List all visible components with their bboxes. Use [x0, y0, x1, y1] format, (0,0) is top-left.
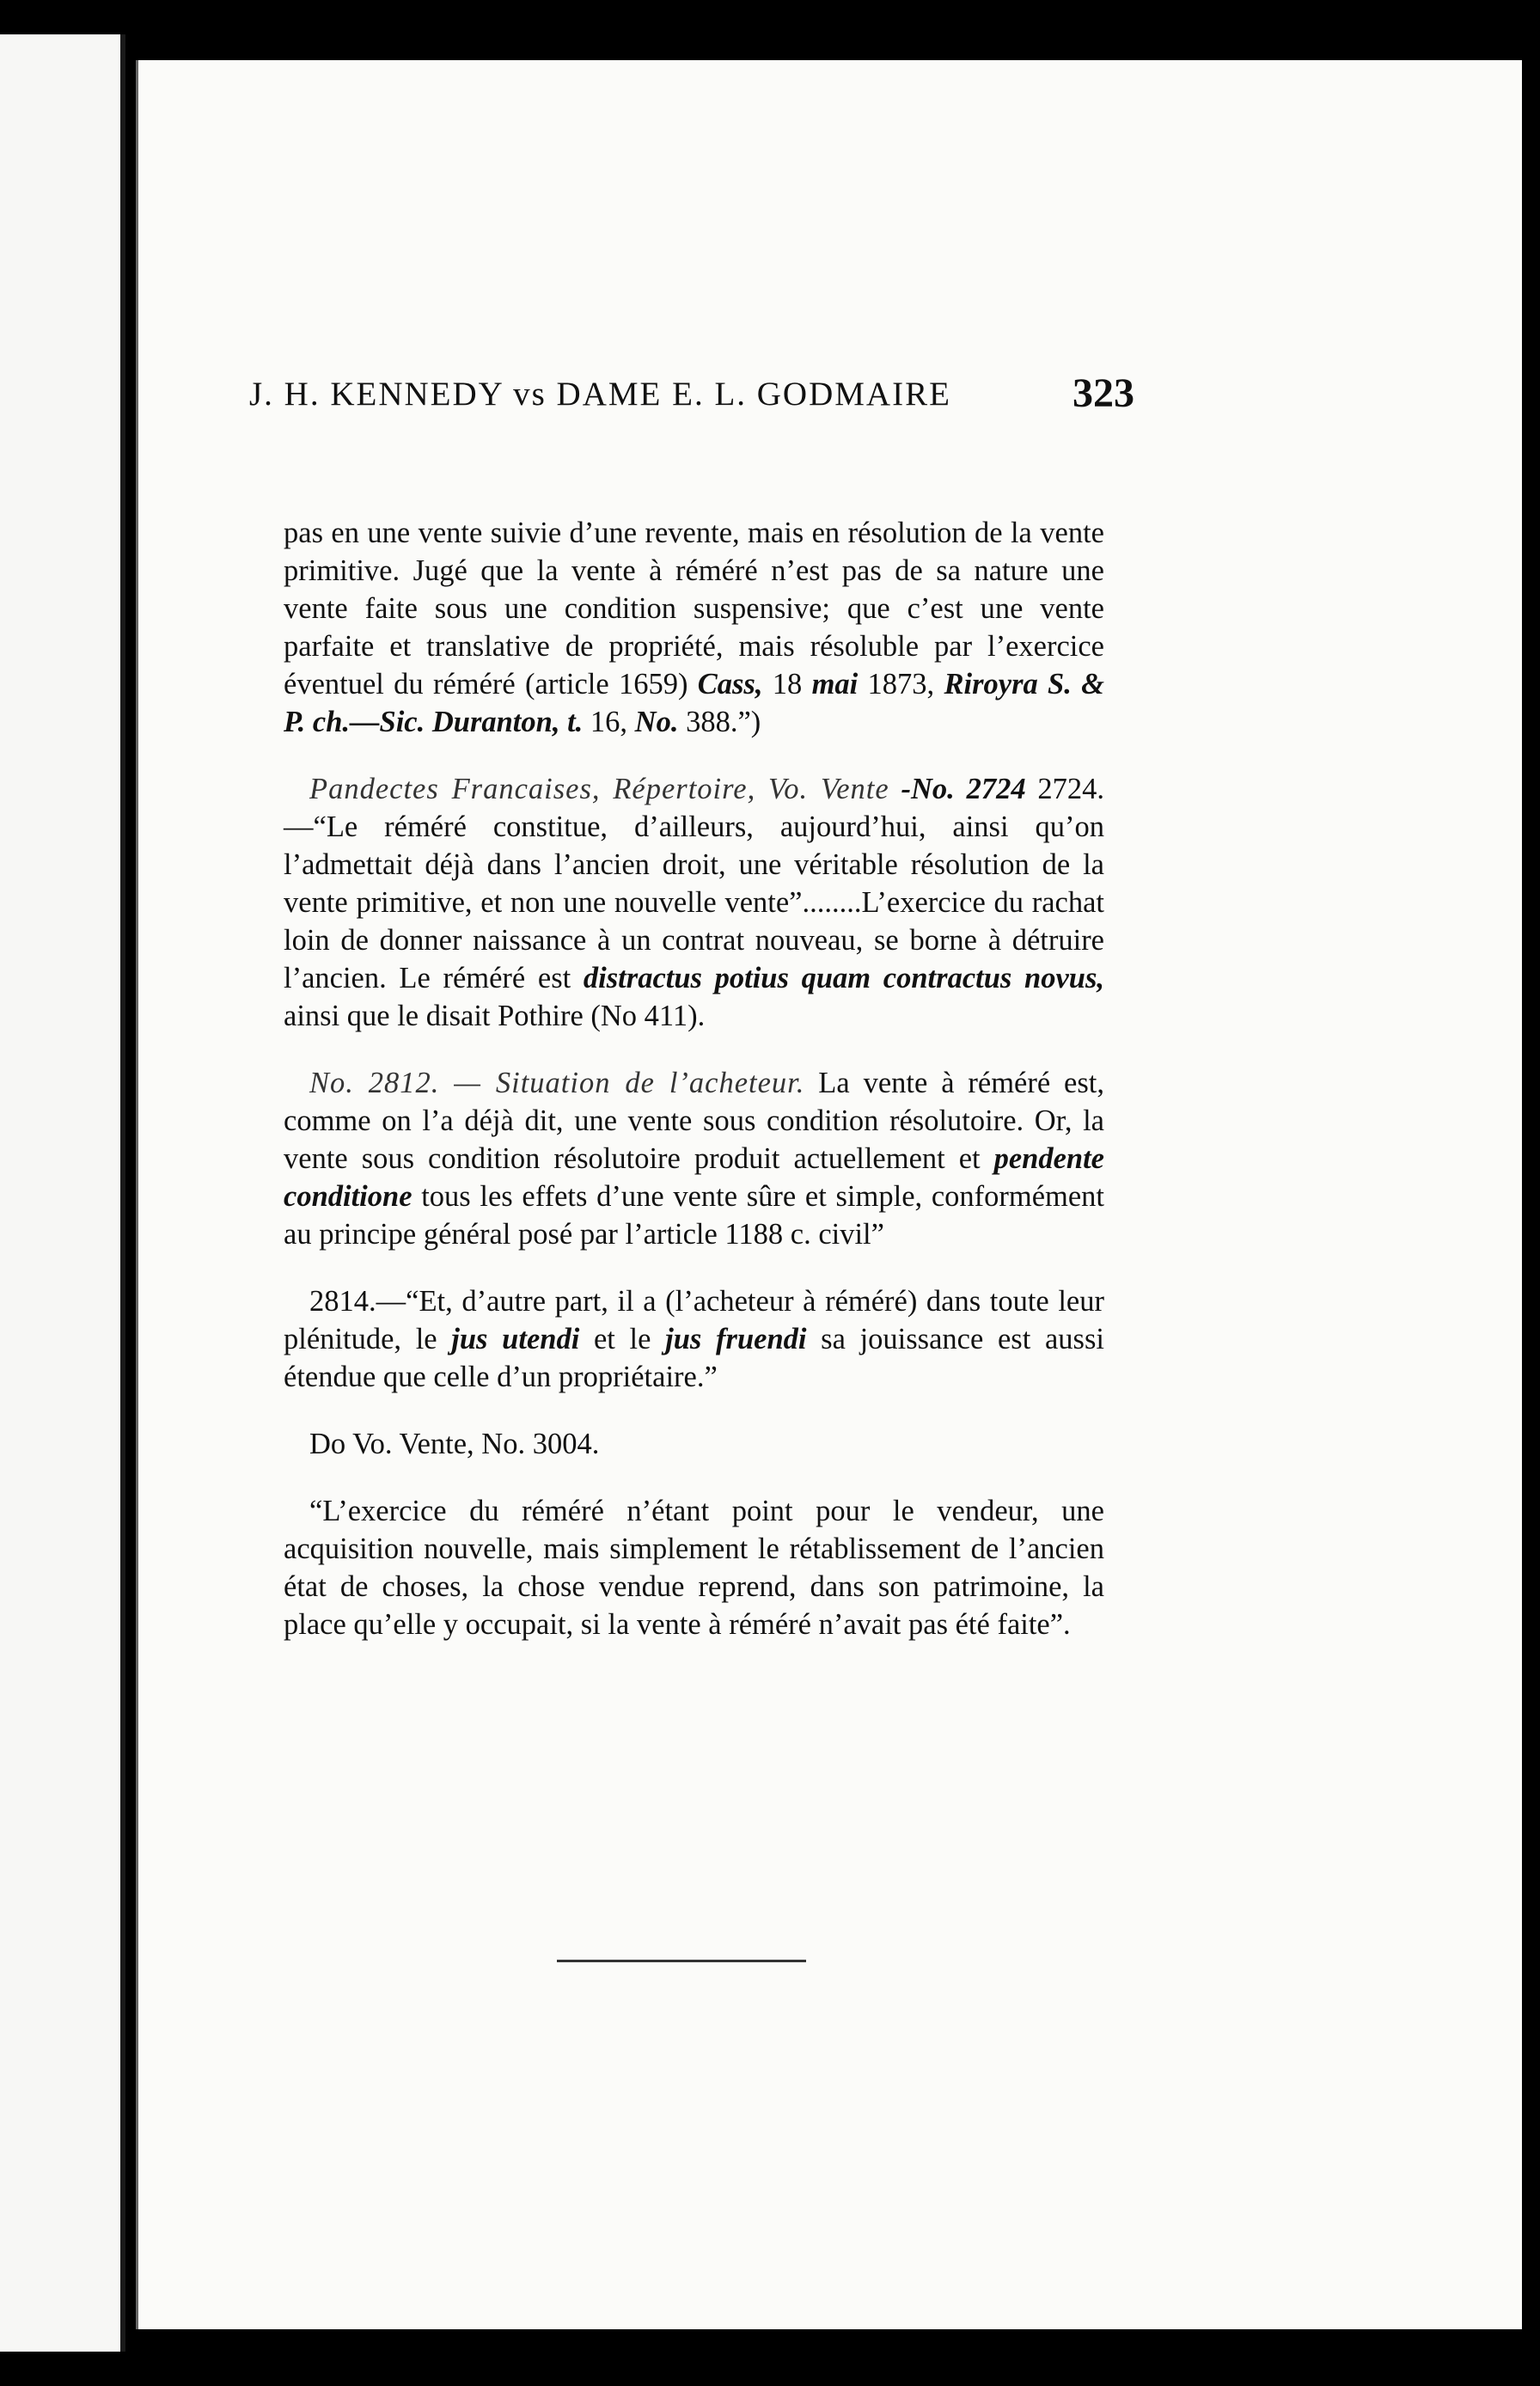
- page-number: 323: [1072, 370, 1134, 416]
- paragraph-3: [284, 1064, 1104, 1253]
- reference-heading: No. 2812. — Situation de l’acheteur.: [309, 1067, 805, 1099]
- text-run: 1873,: [858, 668, 944, 701]
- citation: Cass,: [697, 668, 763, 701]
- text-run: pas en une vente suivie d’une revente, mais en résolution de la vente primitive. Jugé que la vente à réméré n’est pas de sa nature une vente faite sous une condition suspensive; que c’est une vente parfaite et translative de propriété, mais résoluble par l’exercice éventuel du réméré (article 1659): [284, 517, 1104, 701]
- latin-phrase: jus fruendi: [665, 1323, 807, 1355]
- text-run: 18: [762, 668, 812, 701]
- paragraph-5: [284, 1425, 1104, 1463]
- latin-phrase: pendente conditione: [284, 1142, 1104, 1213]
- text-run: 16,: [583, 706, 635, 738]
- paragraph-6: [284, 1492, 1104, 1643]
- citation: No.: [634, 706, 679, 738]
- text-run: “L’exercice du réméré n’étant point pour le vendeur, une acquisition nouvelle, mais simplement le rétablissement de l’ancien état de choses, la chose vendue reprend, dans son patrimoine, la place qu’elle y occupait, si la vente à réméré n’avait pas été faite”.: [284, 1495, 1104, 1641]
- facing-page-edge: [0, 34, 125, 2352]
- text-run: tous les effets d’une vente sûre et simple, conformément au principe général posé par l’article 1188 c. civil”: [284, 1180, 1104, 1251]
- body-text: [284, 514, 1104, 1673]
- reference-heading: Pandectes Francaises, Répertoire, Vo. Vente: [309, 773, 889, 805]
- paragraph-2: [284, 770, 1104, 1035]
- running-title: J. H. KENNEDY vs DAME E. L. GODMAIRE: [249, 376, 951, 413]
- text-run: Do Vo. Vente, No. 3004.: [309, 1428, 600, 1460]
- text-run: 2724.—“Le réméré constitue, d’ailleurs, aujourd’hui, ainsi qu’on l’admettait déjà dans l’ancien droit, une véritable résolution de la vente primitive, et non une nouvelle vente”........L’exercice du rachat loin de donner naissance à un contrat nouveau, se borne à détruire l’ancien. Le réméré est: [284, 773, 1105, 994]
- running-header: [249, 370, 1134, 421]
- text-run: 2814.—“Et, d’autre part, il a (l’acheteur à réméré) dans toute leur plénitude, le: [284, 1285, 1104, 1355]
- citation: mai: [811, 668, 859, 701]
- paragraph-4: [284, 1282, 1104, 1396]
- citation: Riroyra S. & P. ch.—Sic. Duranton, t.: [284, 668, 1104, 738]
- reference-number: -No. 2724: [889, 773, 1026, 805]
- text-run: 388.”): [678, 706, 761, 738]
- paragraph-1: [284, 514, 1104, 741]
- text-run: sa jouissance est aussi étendue que celle d’un propriétaire.”: [284, 1323, 1104, 1393]
- section-divider: [557, 1960, 806, 1962]
- text-run: ainsi que le disait Pothire (No 411).: [284, 1000, 706, 1032]
- text-run: et le: [579, 1323, 666, 1355]
- latin-phrase: distractus potius quam contractus novus,: [583, 962, 1104, 994]
- text-run: La vente à réméré est, comme on l’a déjà dit, une vente sous condition résolutoire. Or, la vente sous condition résolutoire produit actuellement et: [284, 1067, 1104, 1175]
- latin-phrase: jus utendi: [451, 1323, 580, 1355]
